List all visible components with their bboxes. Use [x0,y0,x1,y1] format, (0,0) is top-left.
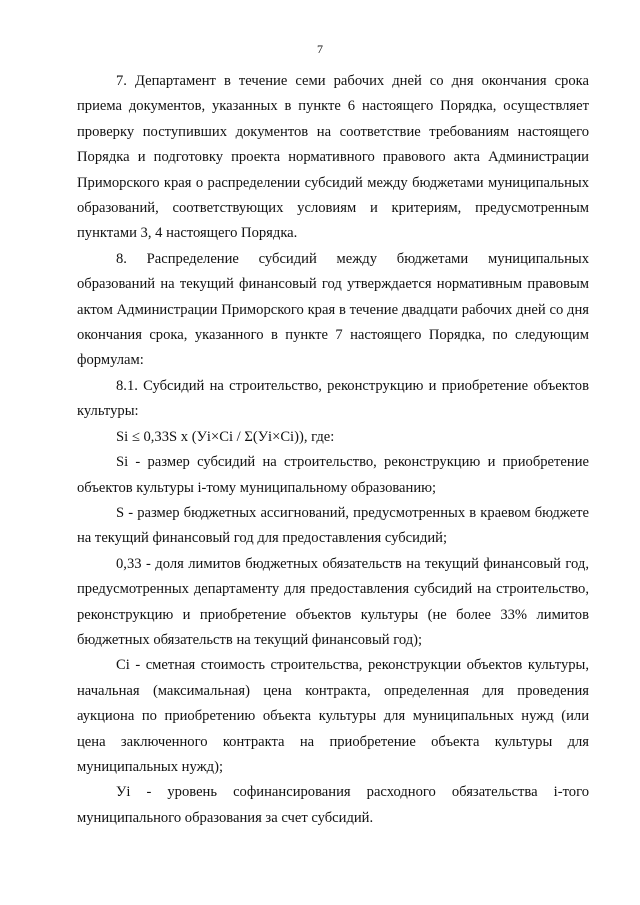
paragraph-item-8-1: 8.1. Субсидий на строительство, реконструкцию и приобретение объектов культуры: [77,377,589,420]
definition-si: Si - размер субсидий на строительство, реконструкцию и приобретение объектов культуры i-тому муниципальному образованию; [77,454,589,496]
paragraph-item-7: 7. Департамент в течение семи рабочих дней со дня окончания срока приема документов, указанных в пункте 6 настоящего Порядка, осуществляет проверку поступивших документов на соответствие требованиям настоящего Порядка и подготовку проекта нормативного правового акта Администрации Приморского края о распределении субсидий между бюджетами муниципальных образований, соответствующих условиям и критериям, предусмотренным пунктами 3, 4 настоящего Порядка. [77,73,589,242]
page-number: 7 [317,42,323,56]
subsidy-formula: Si ≤ 0,33S x (Уi×Ci / Σ(Уi×Ci)), где: [116,428,335,445]
definition-yi: Уi - уровень софинансирования расходного обязательства i-того муниципального образования за счет субсидий. [77,784,589,826]
document-body [77,69,589,831]
paragraph-item-8: 8. Распределение субсидий между бюджетами муниципальных образований на текущий финансовый год утверждается нормативным правовым актом Администрации Приморского края в течение двадцати рабочих дней со дня окончания срока, указанного в пункте 7 настоящего Порядка, по следующим формулам: [77,250,589,369]
definition-s: S - размер бюджетных ассигнований, предусмотренных в краевом бюджете на текущий финансовый год для предоставления субсидий; [77,504,589,547]
definition-coefficient: 0,33 - доля лимитов бюджетных обязательств на текущий финансовый год, предусмотренных департаменту для предоставления субсидий на строительство, реконструкцию и приобретение объектов культуры (не более 33% лимитов бюджетных обязательств на текущий финансовый год); [77,555,589,648]
definition-ci: Ci - сметная стоимость строительства, реконструкции объектов культуры, начальная (максимальная) цена контракта, определенная для проведения аукциона по приобретению объекта культуры для муниципальных нужд (или цена заключенного контракта на приобретение объекта культуры для муниципальных нужд); [77,657,589,775]
